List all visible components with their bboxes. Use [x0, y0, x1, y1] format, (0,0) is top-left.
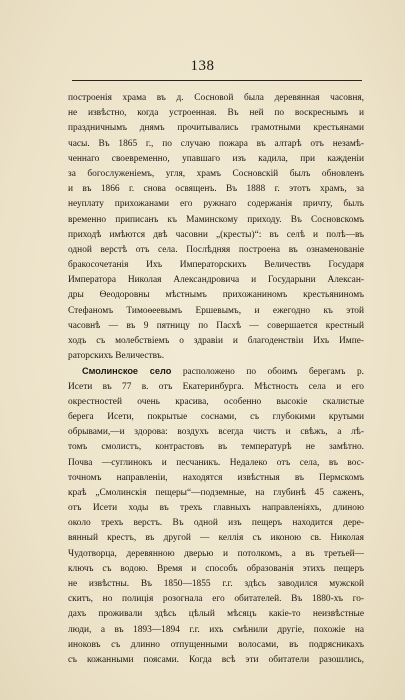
text-line: часы. Въ 1865 г., по случаю пожара въ алтарѣ отъ незамѣ- — [68, 138, 364, 149]
text-line: за богослуженіемъ, угля, храмъ Сосновскій былъ обновленъ — [68, 168, 364, 179]
text-line: дры Ѳеодоровны мѣстнымъ прихожаниномъ крестьяниномъ — [68, 290, 364, 301]
text-line: не извѣстны. Въ 1850—1855 г.г. здѣсь заводился мужской — [68, 579, 364, 589]
text-line: Стефаномъ Тимоѳеевымъ Ершевымъ, и ежегодно къ этой — [68, 305, 364, 316]
text-line: ходъ съ молебствіемъ о здравіи и благоденствіи Ихъ Импе- — [68, 336, 364, 346]
text-line: неуплату прихожанами его ружнаго содержанія причту, былъ — [68, 199, 364, 210]
text-line: скитъ, но полиція розогнала его обитателей. Въ 1880-хъ го- — [68, 594, 364, 605]
paragraph — [68, 364, 364, 668]
text-line: около трехъ верстъ. Въ одной изъ пещеръ находится дере- — [68, 518, 364, 529]
text-line: вянный крестъ, въ другой — келлія съ иконою св. Николая — [68, 533, 364, 544]
text-line: построенія храма въ д. Сосновой была деревянная часовня, — [68, 93, 364, 103]
text-line: берега Исети, покрытые соснами, съ глубокими крутыми — [68, 411, 364, 422]
text-line: часовнѣ — въ 9 пятницу по Пасхѣ — совершается крестный — [68, 320, 364, 331]
text-line: точномъ направленіи, находятся извѣстныя въ Пермскомъ — [68, 472, 364, 483]
text-line: бракосочетанія Ихъ Императорскихъ Величествъ Государя — [68, 260, 364, 271]
header-rule — [72, 80, 362, 81]
text-line: краѣ „Смолинскія пещеры“—подземные, на глубинѣ 45 саженъ, — [68, 487, 364, 498]
text-line: люди, а въ 1893—1894 г.г. ихъ смѣнили другіе, похожіе на — [68, 624, 364, 635]
text-line: окрестностей очень красива, особенно высокіе скалистые — [68, 396, 364, 407]
text-line: обрывами,—и здорова: воздухъ всегда чистъ и свѣжъ, а лѣ- — [68, 427, 364, 438]
text-line: временно приписанъ къ Маминскому приходу. Въ Сосновскомъ — [68, 214, 364, 225]
text-line: Исети въ 77 в. отъ Екатеринбурга. Мѣстность села и его — [68, 381, 364, 392]
text-fragment: расположено по обоимъ берегамъ р. — [182, 367, 364, 378]
text-line: праздничнымъ днямъ прочитывались грамотными крестьянами — [68, 123, 364, 134]
text-line: иноковъ съ длинно отпущенными волосами, въ подрясникахъ — [68, 639, 364, 650]
page-number: 138 — [190, 58, 215, 74]
text-line — [68, 364, 364, 379]
text-line: и въ 1866 г. снова освященъ. Въ 1888 г. этотъ храмъ, за — [68, 184, 364, 195]
page-body — [68, 91, 364, 668]
text-line: раторскихъ Величествъ. — [68, 351, 165, 362]
text-line: томъ смолистъ, контрастовъ въ температурѣ не замѣтно. — [68, 442, 364, 453]
paragraph — [68, 91, 364, 364]
text-line: Императора Николая Александровича и Государыни Алексан- — [68, 275, 364, 286]
section-heading: Смолинское село — [82, 366, 172, 377]
text-line: съ кожанными поясами. Когда всѣ эти обитатели разошлись, — [68, 654, 364, 665]
text-line: Почва —суглинокъ и песчаникъ. Недалеко отъ села, въ вос- — [68, 457, 364, 468]
text-line: ключъ съ водою. Время и способъ образованія этихъ пещеръ — [68, 563, 364, 574]
text-line: Чудотворца, деревянною дверью и потолкомъ, а въ третьей— — [68, 548, 364, 559]
text-line: ченнаго своевременно, упавшаго изъ кадила, при кажденіи — [68, 153, 364, 164]
text-line: одной верстѣ отъ села. Послѣдняя построена въ ознаменованіе — [68, 244, 364, 255]
text-line: дахъ проживали здѣсь цѣлый мѣсяцъ какіе-то неизвѣстные — [68, 609, 364, 620]
text-line: не извѣстно, когда устроенная. Въ ней по воскреснымъ и — [68, 108, 364, 119]
text-line: приходѣ имѣются двѣ часовни „(кресты)“: въ селѣ и полѣ—въ — [68, 229, 364, 240]
text-line: отъ Исети ходы въ трехъ главныхъ направленіяхъ, длиною — [68, 503, 364, 514]
